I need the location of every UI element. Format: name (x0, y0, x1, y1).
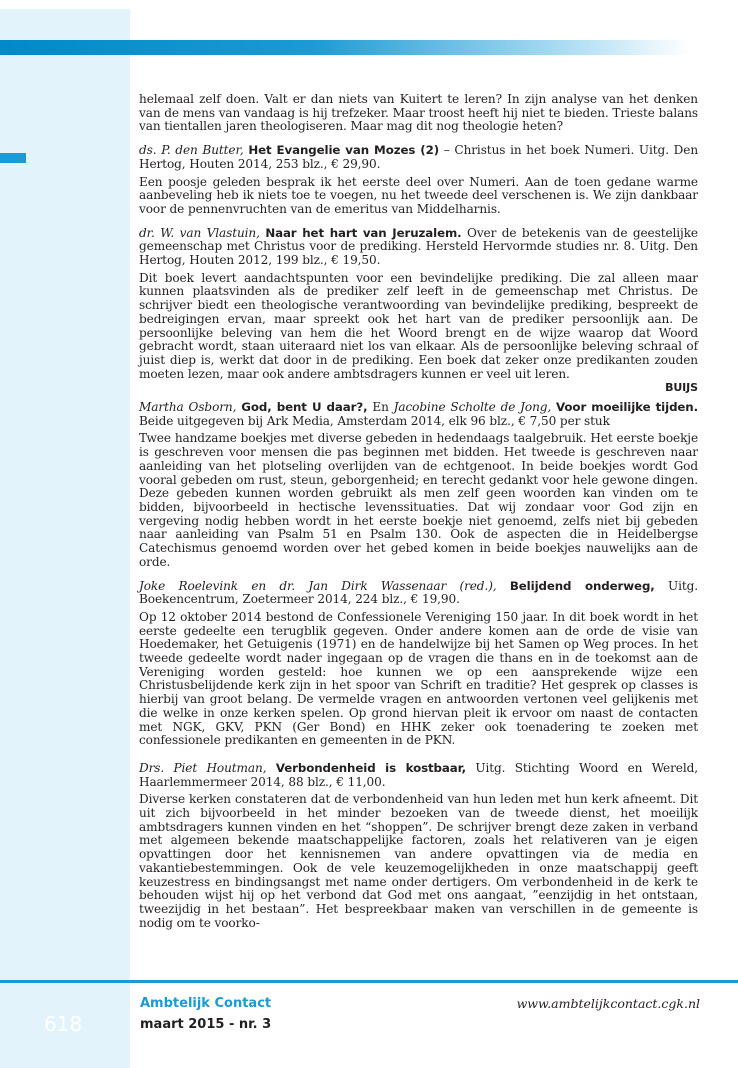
header-color-band (0, 40, 690, 55)
review-author: dr. W. van Vlastuin, (139, 225, 260, 240)
reviewer-signature: BUIJS (665, 381, 698, 395)
article-body (139, 93, 698, 930)
book-title: Belijdend onderweg, (509, 578, 655, 593)
intro-paragraph: helemaal zelf doen. Valt er dan niets van Kuitert te leren? In zijn analyse van het denken van de mens van vandaag is hij trefzeker. Maar troost heeft hij niet te bieden. Trieste balans van tientallen jaren theologiseren. Maar mag dit nog theologie heten? (139, 92, 698, 134)
book-details: Uitg. Boekencentrum, Zoetermeer 2014, 224 blz., € 19,90. (139, 578, 698, 607)
review-citation (139, 144, 698, 171)
book-title: Verbondenheid is kostbaar, (275, 760, 466, 775)
review-author: ds. P. den Butter, (139, 143, 244, 158)
issue-label: maart 2015 - nr. 3 (140, 1017, 272, 1032)
page-number: 618 (44, 1012, 83, 1036)
review-citation (139, 401, 698, 428)
review-citation (139, 580, 698, 607)
citation-connector: En (367, 400, 394, 415)
book-details: Over de betekenis van de geestelijke gemeenschap met Christus voor de prediking. Hersteld Hervormde studies nr. 8. Uitg. Den Hertog, Houten 2012, 199 blz., € 19,50. (139, 225, 698, 268)
review-text: Diverse kerken constateren dat de verbondenheid van hun leden met hun kerk afneemt. Dit uit zich bijvoorbeeld in het minder bezoeken van de tweede dienst, het moeilijk ambtsdragers kunnen vinden en het “shoppen”. De schrijver brengt deze zaken in verband met algemeen bekende maatschappelijke factoren, zoals het relativeren van je eigen opvattingen door het kennisnemen van andere opvattingen via de media en vakantiebestemmingen. Ook de vele keuzemogelijkheden in onze maatschappij geeft keuzestress en bindingsangst met name onder dertigers. Om verbondenheid in de kerk te behouden wijst hij op het verbond dat God met ons aangaat, ”eenzijdig in het ontstaan, tweezijdig in het bestaan”. Het bespreekbaar maken van verschillen in de gemeente is nodig om te voorko- (139, 792, 698, 930)
review-citation (139, 227, 698, 268)
footer-rule (0, 980, 738, 983)
review-text: Op 12 oktober 2014 bestond de Confessionele Vereniging 150 jaar. In dit boek wordt in het eerste gedeelte een terugblik gegeven. Onder andere komen aan de orde de visie van Hoedemaker, het Getuigenis (1971) en de handelwijze bij het Samen op Weg proces. In het tweede gedeelte wordt nader ingegaan op de vragen die thans en in de toekomst aan de Vereniging worden gesteld: hoe kunnen we op een aansprekende wijze een Christusbelijdende kerk zijn in het spoor van Schrift en traditie? Het gesprek op classes is hierbij van groot belang. De vermelde vragen en antwoorden vertonen veel gelijkenis met die welke in onze kerken spelen. Op grond hiervan pleit ik ervoor om naast de contacten met NGK, GKV, PKN (Ger Bond) en HHK zeker ook toenadering te zoeken met confessionele predikanten en gemeenten in de PKN. (139, 609, 698, 748)
book-title: God, bent U daar?, (241, 400, 368, 415)
review-text: Dit boek levert aandachtspunten voor een bevindelijke prediking. Die zal alleen maar kunnen plaatsvinden als de prediker zelf leeft in de gemeenschap met Christus. De schrijver biedt een theologische verantwoording van bevindelijke prediking, bespreekt de bedreigingen ervan, maar spreekt ook het hart van de prediker persoonlijk aan. De persoonlijke beleving van hem die het Woord brengt en de wijze waarop dat Woord gebracht wordt, staan uiteraard niet los van elkaar. Als de persoonlijke beleving schraal of juist diep is, werkt dat door in de prediking. Een boek dat zeker onze predikanten zouden moeten lezen, maar ook andere ambtsdragers kunnen er veel uit leren. (139, 270, 698, 381)
margin-marker (0, 153, 26, 163)
book-title: Het Evangelie van Mozes (2) (248, 143, 439, 158)
book-details: Beide uitgegeven bij Ark Media, Amsterdam 2014, elk 96 blz., € 7,50 per stuk (139, 413, 610, 428)
book-title: Naar het hart van Jeruzalem. (265, 225, 462, 240)
website-link[interactable]: www.ambtelijkcontact.cgk.nl (516, 996, 700, 1011)
review-author: Drs. Piet Houtman, (139, 760, 267, 775)
review-author: Joke Roelevink en dr. Jan Dirk Wassenaar (red.), (139, 578, 497, 593)
page-sidebar (0, 9, 130, 1068)
book-title-second: Voor moeilijke tijden. (556, 400, 698, 415)
review-text: Een poosje geleden besprak ik het eerste deel over Numeri. Aan de toen gedane warme aanbeveling heb ik niets toe te voegen, nu het tweede deel verschenen is. We zijn dankbaar voor de pennenvruchten van de emeritus van Middelharnis. (139, 174, 698, 216)
magazine-title: Ambtelijk Contact (140, 996, 272, 1011)
review-author: Martha Osborn, (139, 400, 237, 415)
review-author-second: Jacobine Scholte de Jong, (393, 400, 552, 415)
book-details: – Christus in het boek Numeri. Uitg. Den Hertog, Houten 2014, 253 blz., € 29,90. (139, 143, 699, 171)
review-citation (139, 762, 698, 789)
review-text: Twee handzame boekjes met diverse gebeden in hedendaags taalgebruik. Het eerste boekje is geschreven voor mensen die pas beginnen met bidden. Het tweede is geschreven naar aanleiding van het plotseling overlijden van de echtgenoot. In beide boekjes wordt God vooral gebeden om rust, steun, geborgenheid; en terecht gedankt voor hele gewone dingen. Deze gebeden kunnen worden gebruikt als men zelf geen woorden kan vinden om te bidden, bijvoorbeeld in hectische levenssituaties. Dat wij zondaar voor God zijn en vergeving nodig hebben wordt in het eerste boekje niet genoemd, zelfs niet bij gebeden naar aanleiding van Psalm 51 en Psalm 130. Ook de aspecten die in Heidelbergse Catechismus genoemd worden over het gebed komen in beide boekjes nauwelijks aan de orde. (139, 431, 698, 569)
book-details: Uitg. Stichting Woord en Wereld, Haarlemmermeer 2014, 88 blz., € 11,00. (139, 760, 699, 789)
